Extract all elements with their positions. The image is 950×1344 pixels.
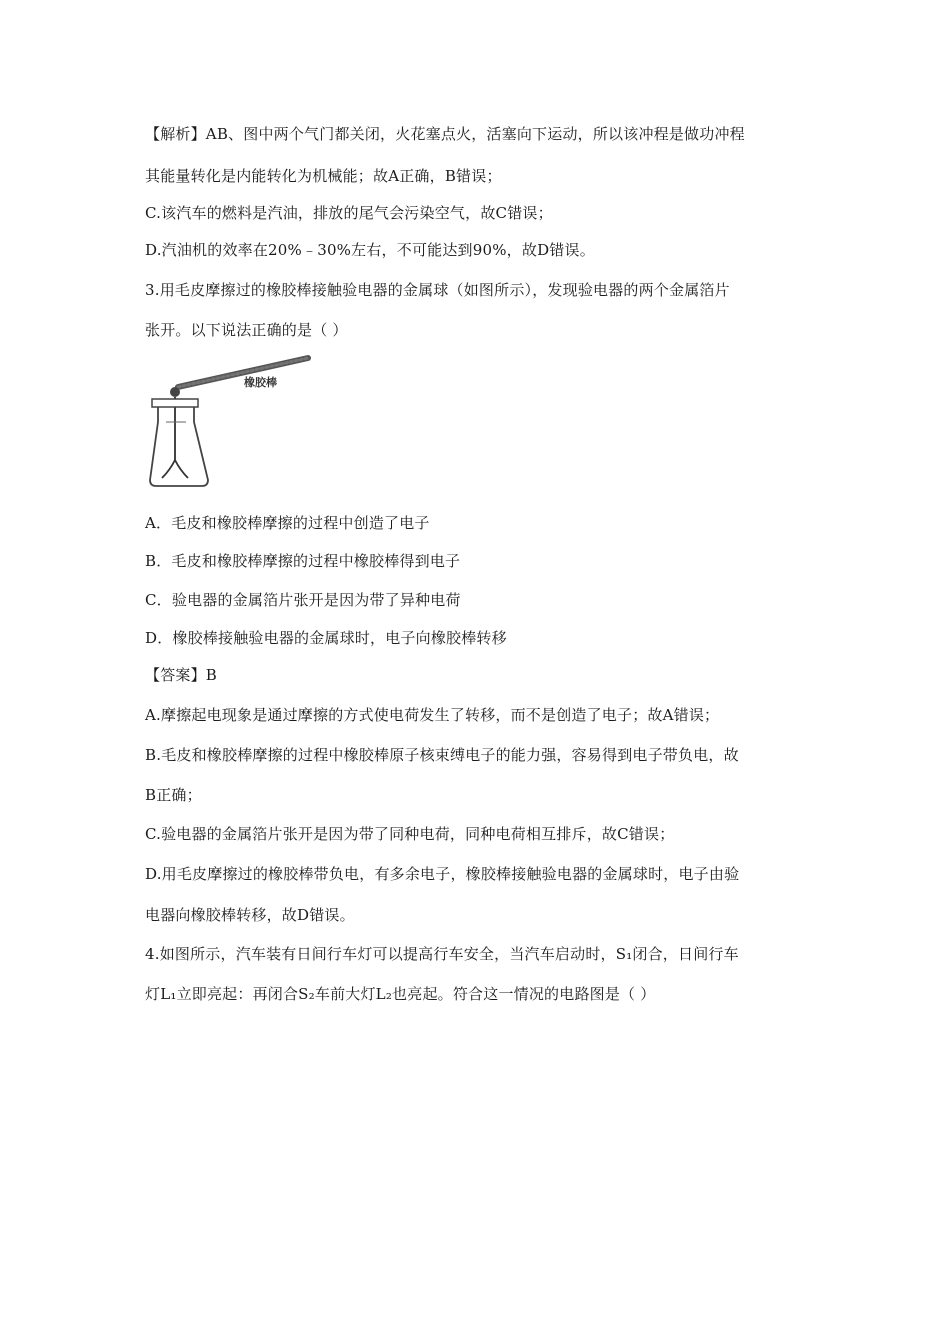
analysis-line-2: 其能量转化是内能转化为机械能；故A正确，B错误； xyxy=(145,167,502,185)
analysis-line-1: 【解析】AB、图中两个气门都关闭，火花塞点火，活塞向下运动，所以该冲程是做功冲程 xyxy=(145,125,745,143)
option-c: C．验电器的金属箔片张开是因为带了异种电荷 xyxy=(145,591,461,609)
rubber-rod-label: 橡胶棒 xyxy=(244,376,277,389)
analysis-line-3: C.该汽车的燃料是汽油，排放的尾气会污染空气，故C错误； xyxy=(145,204,553,222)
analysis-line-4: D.汽油机的效率在20%﹣30%左右，不可能达到90%，故D错误。 xyxy=(145,241,595,259)
electroscope-diagram xyxy=(148,352,313,492)
question-3-line-1: 3.用毛皮摩擦过的橡胶棒接触验电器的金属球（如图所示），发现验电器的两个金属箔片 xyxy=(145,281,730,299)
option-d: D．橡胶棒接触验电器的金属球时，电子向橡胶棒转移 xyxy=(145,629,507,647)
question-4-line-1: 4.如图所示，汽车装有日间行车灯可以提高行车安全，当汽车启动时，S₁闭合，日间行车 xyxy=(145,945,739,963)
explanation-line-2: B.毛皮和橡胶棒摩擦的过程中橡胶棒原子核束缚电子的能力强，容易得到电子带负电，故 xyxy=(145,746,739,764)
explanation-line-1: A.摩擦起电现象是通过摩擦的方式使电荷发生了转移，而不是创造了电子；故A错误； xyxy=(145,706,720,724)
question-3-line-2: 张开。以下说法正确的是（ ） xyxy=(145,321,348,339)
answer-label: 【答案】B xyxy=(145,666,218,684)
question-4-line-2: 灯L₁立即亮起：再闭合S₂车前大灯L₂也亮起。符合这一情况的电路图是（ ） xyxy=(145,985,656,1003)
option-a: A．毛皮和橡胶棒摩擦的过程中创造了电子 xyxy=(145,514,430,532)
explanation-line-3: B正确； xyxy=(145,786,202,804)
electroscope-figure xyxy=(148,352,313,492)
metal-ball xyxy=(170,387,180,397)
glass-flask xyxy=(150,407,208,486)
explanation-line-5: D.用毛皮摩擦过的橡胶棒带负电，有多余电子，橡胶棒接触验电器的金属球时，电子由验 xyxy=(145,865,740,883)
metal-leaf-right xyxy=(175,460,188,478)
bottle-stopper xyxy=(152,399,198,407)
metal-leaf-left xyxy=(162,460,175,478)
explanation-line-6: 电器向橡胶棒转移，故D错误。 xyxy=(145,906,355,924)
explanation-line-4: C.验电器的金属箔片张开是因为带了同种电荷，同种电荷相互排斥，故C错误； xyxy=(145,825,675,843)
option-b: B．毛皮和橡胶棒摩擦的过程中橡胶棒得到电子 xyxy=(145,552,461,570)
